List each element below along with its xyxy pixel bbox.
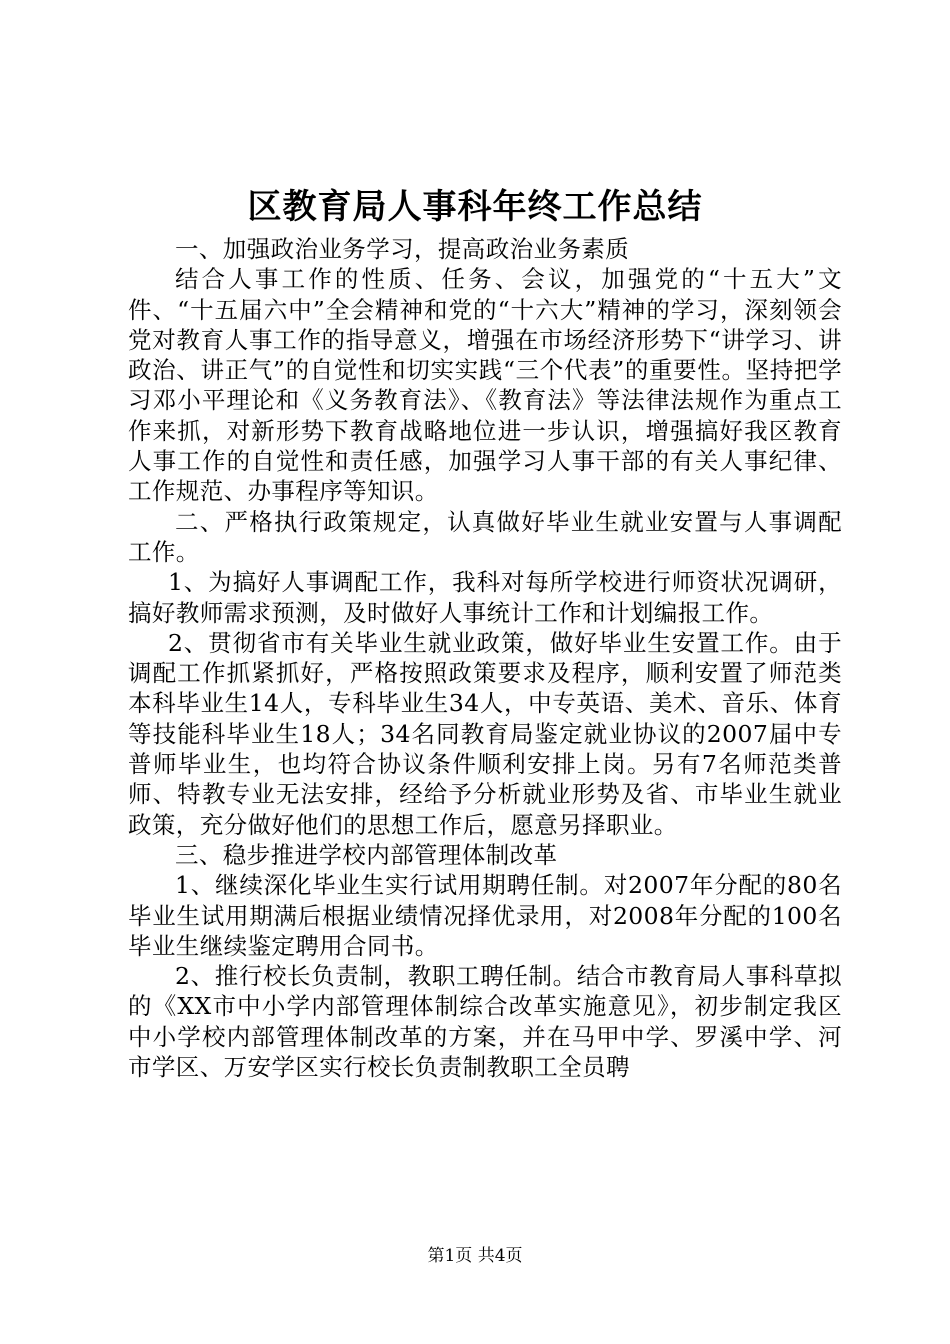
section-heading-2: 二、严格执行政策规定，认真做好毕业生就业安置与人事调配工作。 <box>128 507 842 566</box>
paragraph: 2、推行校长负责制，教职工聘任制。结合市教育局人事科草拟的《XX市中小学内部管理体制综合改革实施意见》，初步制定我区中小学校内部管理体制改革的方案，并在马甲中学、罗溪中学、河市学区、万安学区实行校长负责制教职工全员聘 <box>128 962 842 1082</box>
section-heading-3: 三、稳步推进学校内部管理体制改革 <box>175 840 558 869</box>
section-heading-1: 一、加强政治业务学习，提高政治业务素质 <box>175 235 630 263</box>
paragraph: 2、贯彻省市有关毕业生就业政策，做好毕业生安置工作。由于调配工作抓紧抓好，严格按照政策要求及程序，顺利安置了师范类本科毕业生14人，专科毕业生34人，中专英语、美术、音乐、体育等技能科毕业生18人；34名同教育局鉴定就业协议的2007届中专普师毕业生，也均符合协议条件顺利安排上岗。另有7名师范类普师、特教专业无法安排，经给予分析就业形势及省、市毕业生就业政策，充分做好他们的思想工作后，愿意另择职业。 <box>128 628 842 839</box>
paragraph: 1、继续深化毕业生实行试用期聘任制。对2007年分配的80名毕业生试用期满后根据业绩情况择优录用，对2008年分配的100名毕业生继续鉴定聘用合同书。 <box>128 871 842 960</box>
page-footer: 第1页 共4页 <box>427 1246 523 1266</box>
document-body <box>128 234 842 1082</box>
paragraph: 1、为搞好人事调配工作，我科对每所学校进行师资状况调研，搞好教师需求预测，及时做好人事统计工作和计划编报工作。 <box>128 568 842 627</box>
paragraph: 结合人事工作的性质、任务、会议，加强党的“十五大”文件、“十五届六中”全会精神和党的“十六大”精神的学习，深刻领会党对教育人事工作的指导意义，增强在市场经济形势下“讲学习、讲政治、讲正气”的自觉性和切实实践“三个代表”的重要性。坚持把学习邓小平理论和《义务教育法》、《教育法》等法律法规作为重点工作来抓，对新形势下教育战略地位进一步认识，增强搞好我区教育人事工作的自觉性和责任感，加强学习人事干部的有关人事纪律、工作规范、办事程序等知识。 <box>128 265 842 506</box>
document-title: 区教育局人事科年终工作总结 <box>247 187 703 227</box>
